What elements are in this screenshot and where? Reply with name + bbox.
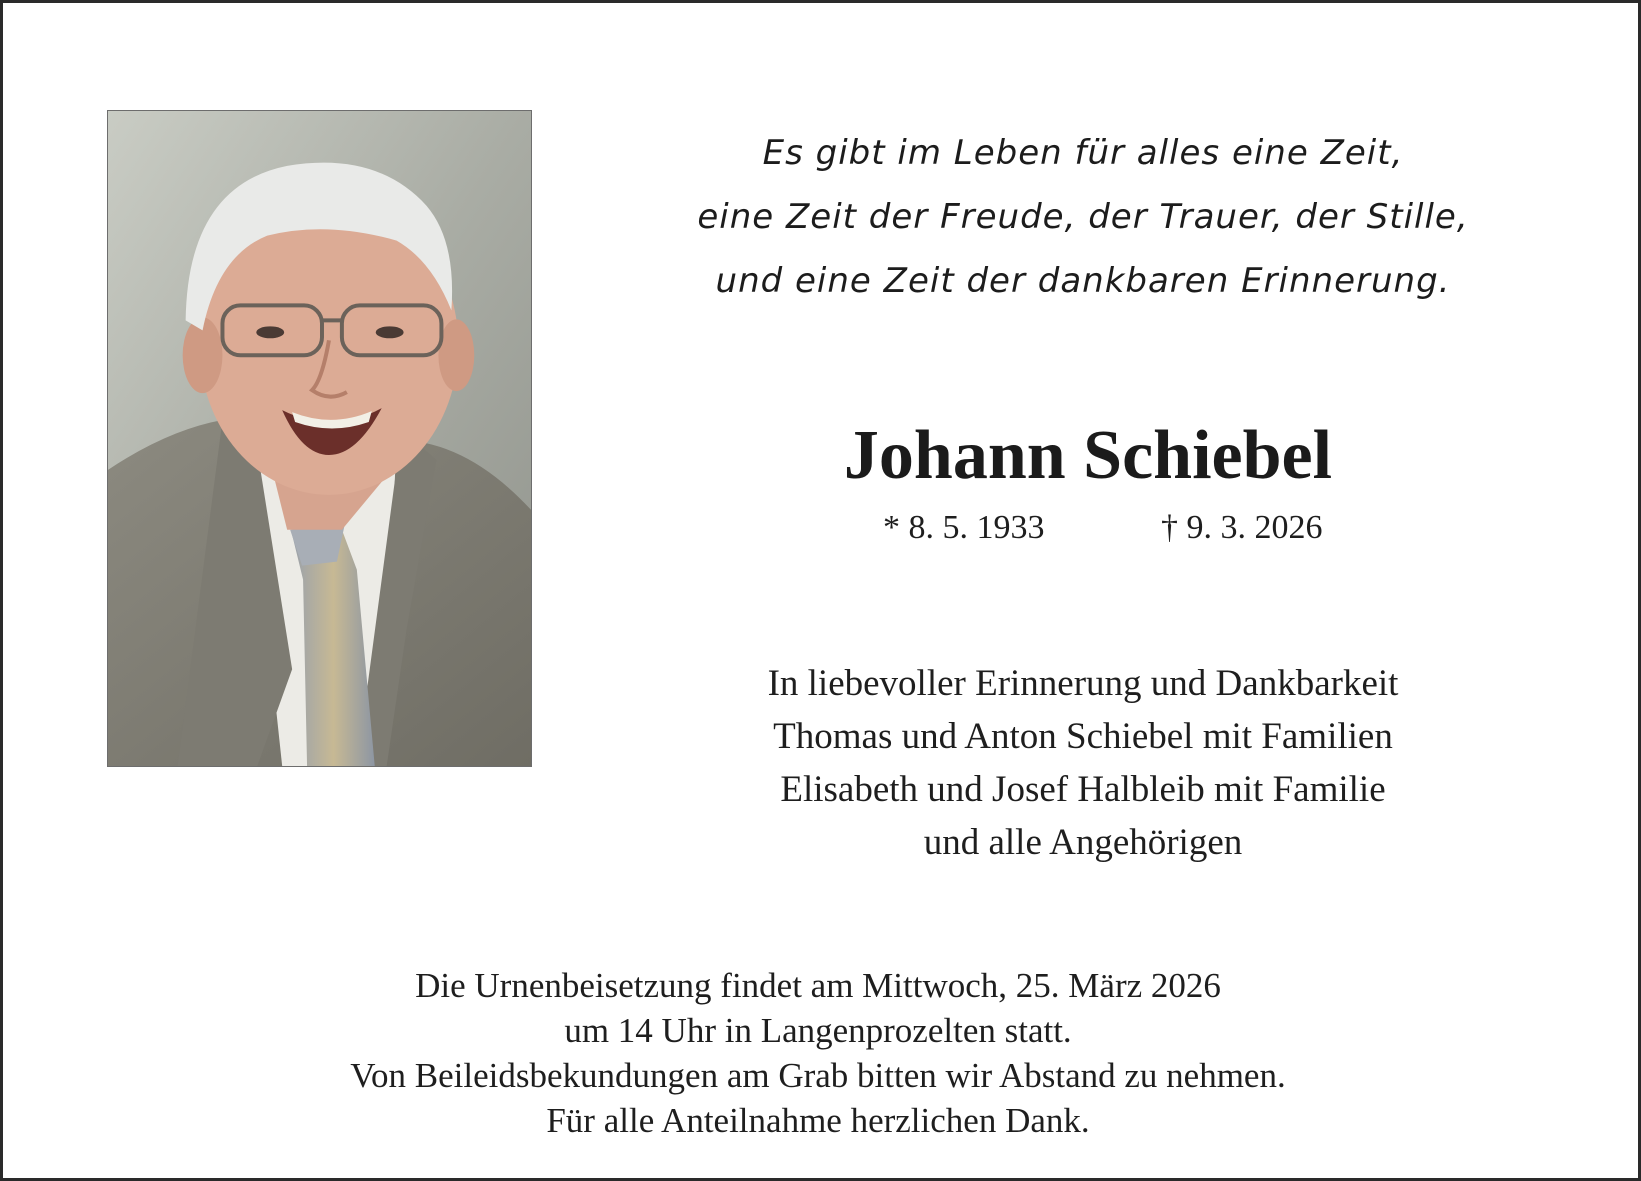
notice-line: um 14 Uhr in Langenprozelten statt. xyxy=(564,1011,1072,1050)
mourners-line: und alle Angehörigen xyxy=(923,822,1243,863)
verse-line: und eine Zeit der dankbaren Erinnerung. xyxy=(715,261,1451,301)
mourners-line: Thomas und Anton Schiebel mit Familien xyxy=(773,716,1393,757)
portrait-photo xyxy=(107,110,532,767)
mourners-line: Elisabeth und Josef Halbleib mit Familie xyxy=(780,769,1386,810)
notice-line: Von Beileidsbekundungen am Grab bitten wir Abstand zu nehmen. xyxy=(350,1056,1286,1095)
birth-date: * 8. 5. 1933 xyxy=(883,509,1045,546)
verse-line: Es gibt im Leben für alles eine Zeit, xyxy=(762,133,1404,173)
mourners xyxy=(643,657,1523,869)
deceased-name: Johann Schiebel xyxy=(843,417,1333,494)
funeral-notice xyxy=(183,963,1453,1143)
verse xyxy=(603,121,1563,313)
verse-line: eine Zeit der Freude, der Trauer, der Stille, xyxy=(697,197,1469,237)
notice-line: Für alle Anteilnahme herzlichen Dank. xyxy=(546,1101,1090,1140)
mourners-line: In liebevoller Erinnerung und Dankbarkeit xyxy=(767,663,1399,704)
notice-line: Die Urnenbeisetzung findet am Mittwoch, 25. März 2026 xyxy=(415,966,1221,1005)
death-date: † 9. 3. 2026 xyxy=(1161,509,1323,546)
